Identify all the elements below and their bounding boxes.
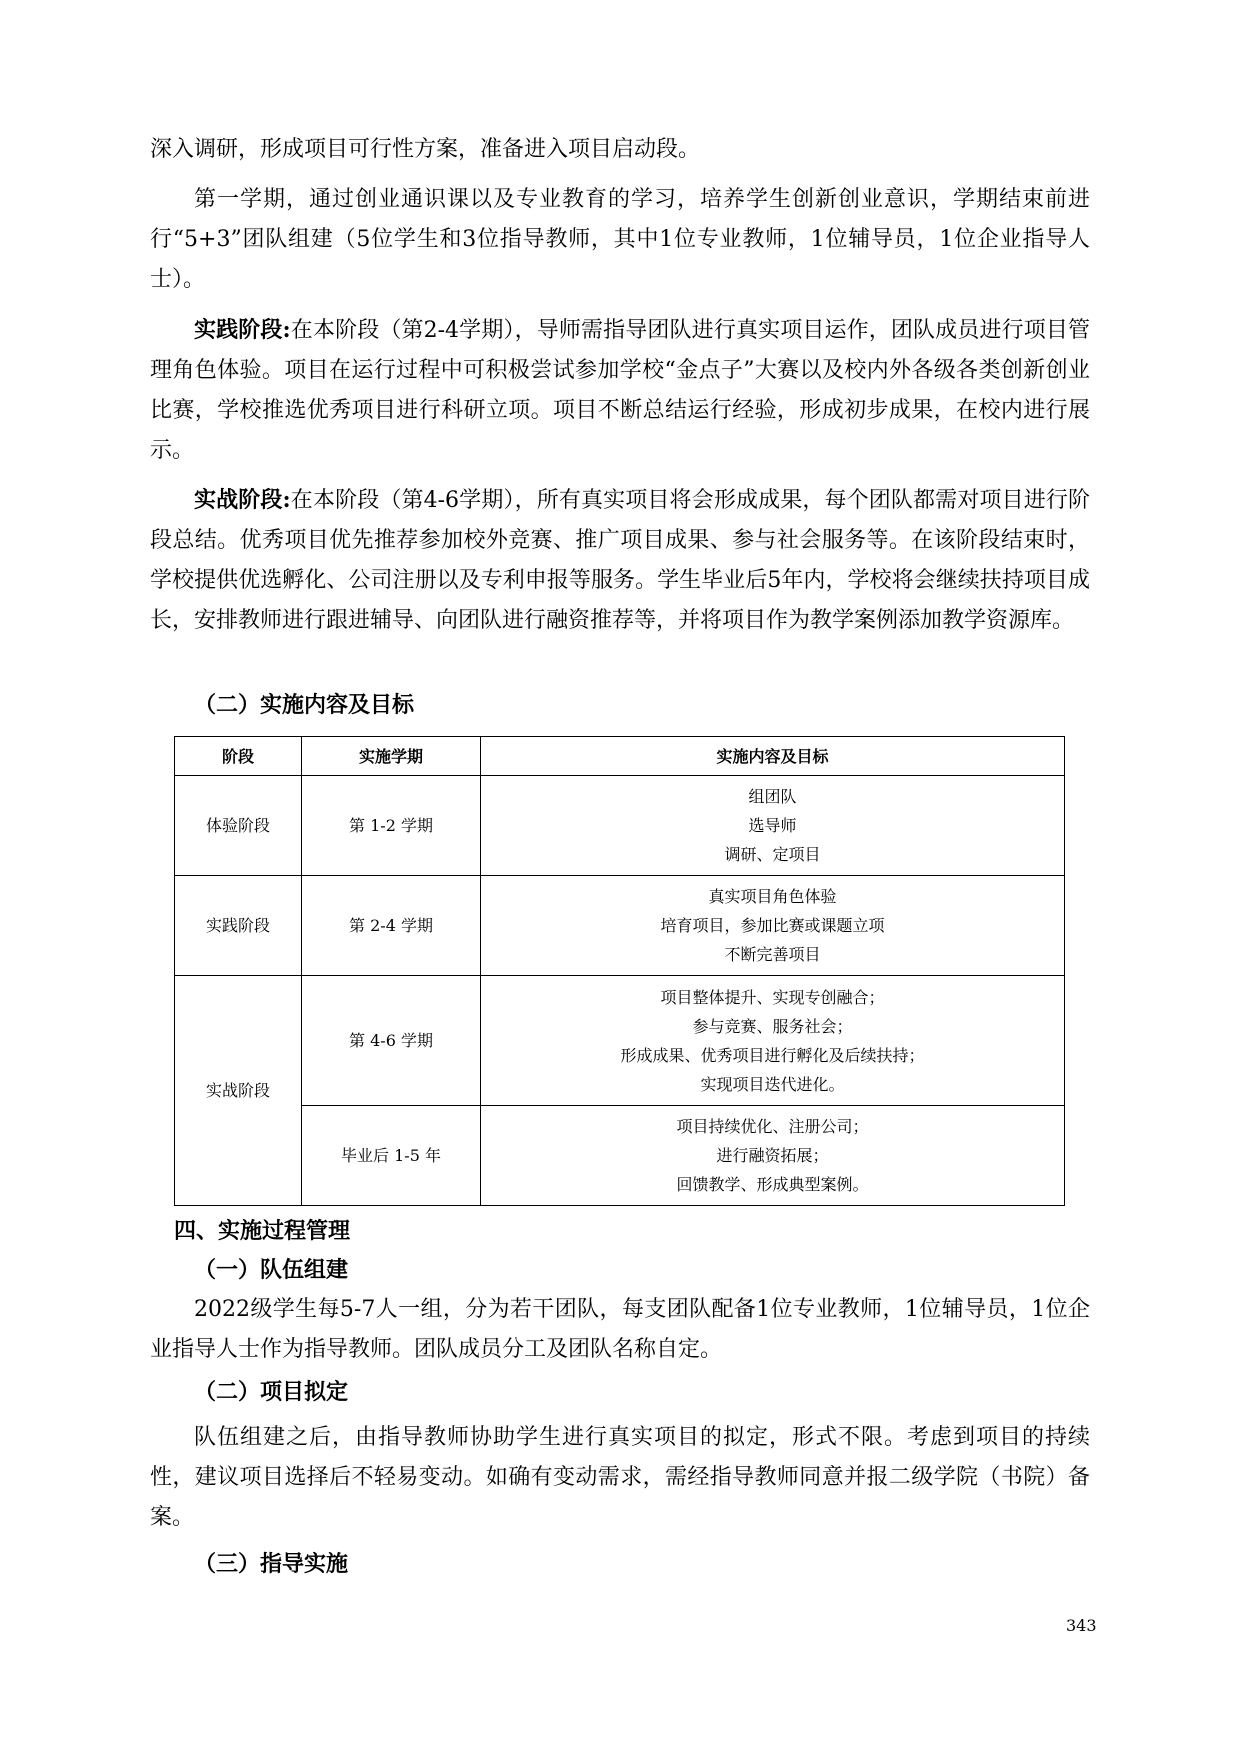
content-line: 培育项目，参加比赛或课题立项 bbox=[660, 916, 885, 935]
content-line: 项目整体提升、实现专创融合； bbox=[660, 987, 885, 1007]
paragraph-combat-stage bbox=[150, 480, 1090, 641]
content-line: 形成成果、优秀项目进行孵化及后续扶持； bbox=[620, 1045, 925, 1065]
content-line: 项目持续优化、注册公司； bbox=[676, 1117, 869, 1136]
paragraph-intro: 深入调研，形成项目可行性方案，准备进入项目启动段。 bbox=[150, 137, 701, 162]
combat-stage-text: 在本阶段（第4-6学期），所有真实项目将会形成成果，每个团队都需对项目进行阶段总结。优秀项目优先推荐参加校外竞赛、推广项目成果、参与社会服务等。在该阶段结束时，学校提供优选孵化、公司注册以及专利申报等服务。学生毕业后5年内，学校将会继续扶持项目成长，安排教师进行跟进辅导、向团队进行融资推荐等，并将项目作为教学案例添加教学资源库。 bbox=[150, 488, 1090, 633]
column-header-stage: 阶段 bbox=[175, 737, 302, 776]
heading-guidance: （三）指导实施 bbox=[194, 1552, 349, 1577]
cell-term: 第 4-6 学期 bbox=[302, 976, 481, 1106]
heading-project-drafting: （二）项目拟定 bbox=[194, 1380, 349, 1405]
paragraph-team-building: 2022级学生每5-7人一组，分为若干团队，每支团队配备1位专业教师，1位辅导员，1位企业指导人士作为指导教师。团队成员分工及团队名称自定。 bbox=[150, 1297, 1090, 1362]
cell-term: 第 2-4 学期 bbox=[302, 876, 481, 976]
heading-content-goals: （二）实施内容及目标 bbox=[194, 693, 415, 718]
paragraph-practice-stage bbox=[150, 310, 1090, 471]
content-line: 调研、定项目 bbox=[724, 845, 821, 864]
table-row bbox=[175, 776, 1065, 876]
combat-stage-lead: 实战阶段: bbox=[194, 487, 291, 513]
practice-stage-text: 在本阶段（第2-4学期），导师需指导团队进行真实项目运作，团队成员进行项目管理角色体验。项目在运行过程中可积极尝试参加学校“金点子”大赛以及校内外各级各类创新创业比赛，学校推选优秀项目进行科研立项。项目不断总结运行经验，形成初步成果，在校内进行展示。 bbox=[150, 318, 1090, 463]
cell-content bbox=[481, 1106, 1065, 1206]
paragraph-first-term: 第一学期，通过创业通识课以及专业教育的学习，培养学生创新创业意识，学期结束前进行“5+3”团队组建（5位学生和3位指导教师，其中1位专业教师，1位辅导员，1位企业指导人士）。 bbox=[150, 187, 1090, 292]
content-line: 选导师 bbox=[748, 816, 797, 835]
cell-term: 毕业后 1-5 年 bbox=[302, 1106, 481, 1206]
cell-stage: 体验阶段 bbox=[175, 776, 302, 876]
cell-term: 第 1-2 学期 bbox=[302, 776, 481, 876]
table-row bbox=[175, 976, 1065, 1106]
content-line: 组团队 bbox=[748, 787, 797, 806]
cell-content bbox=[481, 876, 1065, 976]
paragraph-project-drafting: 队伍组建之后，由指导教师协助学生进行真实项目的拟定，形式不限。考虑到项目的持续性，建议项目选择后不轻易变动。如确有变动需求，需经指导教师同意并报二级学院（书院）备案。 bbox=[150, 1425, 1090, 1530]
cell-content bbox=[481, 976, 1065, 1106]
cell-content bbox=[481, 776, 1065, 876]
content-line: 真实项目角色体验 bbox=[708, 887, 837, 906]
column-header-content: 实施内容及目标 bbox=[481, 737, 1065, 776]
content-line: 不断完善项目 bbox=[724, 945, 821, 964]
practice-stage-lead: 实践阶段: bbox=[194, 317, 291, 343]
cell-stage: 实战阶段 bbox=[175, 976, 302, 1206]
heading-process-management: 四、实施过程管理 bbox=[174, 1219, 351, 1244]
content-line: 进行融资拓展； bbox=[716, 1146, 829, 1165]
table-header-row bbox=[175, 737, 1065, 776]
cell-stage: 实践阶段 bbox=[175, 876, 302, 976]
table-row bbox=[175, 876, 1065, 976]
heading-team-building: （一）队伍组建 bbox=[194, 1258, 349, 1283]
content-line: 实现项目迭代进化。 bbox=[700, 1074, 845, 1094]
column-header-term: 实施学期 bbox=[302, 737, 481, 776]
table-row bbox=[175, 1106, 1065, 1206]
implementation-table bbox=[174, 736, 1065, 1206]
content-line: 参与竞赛、服务社会； bbox=[692, 1016, 853, 1036]
content-line: 回馈教学、形成典型案例。 bbox=[676, 1175, 869, 1194]
page-number: 343 bbox=[1066, 1616, 1097, 1635]
